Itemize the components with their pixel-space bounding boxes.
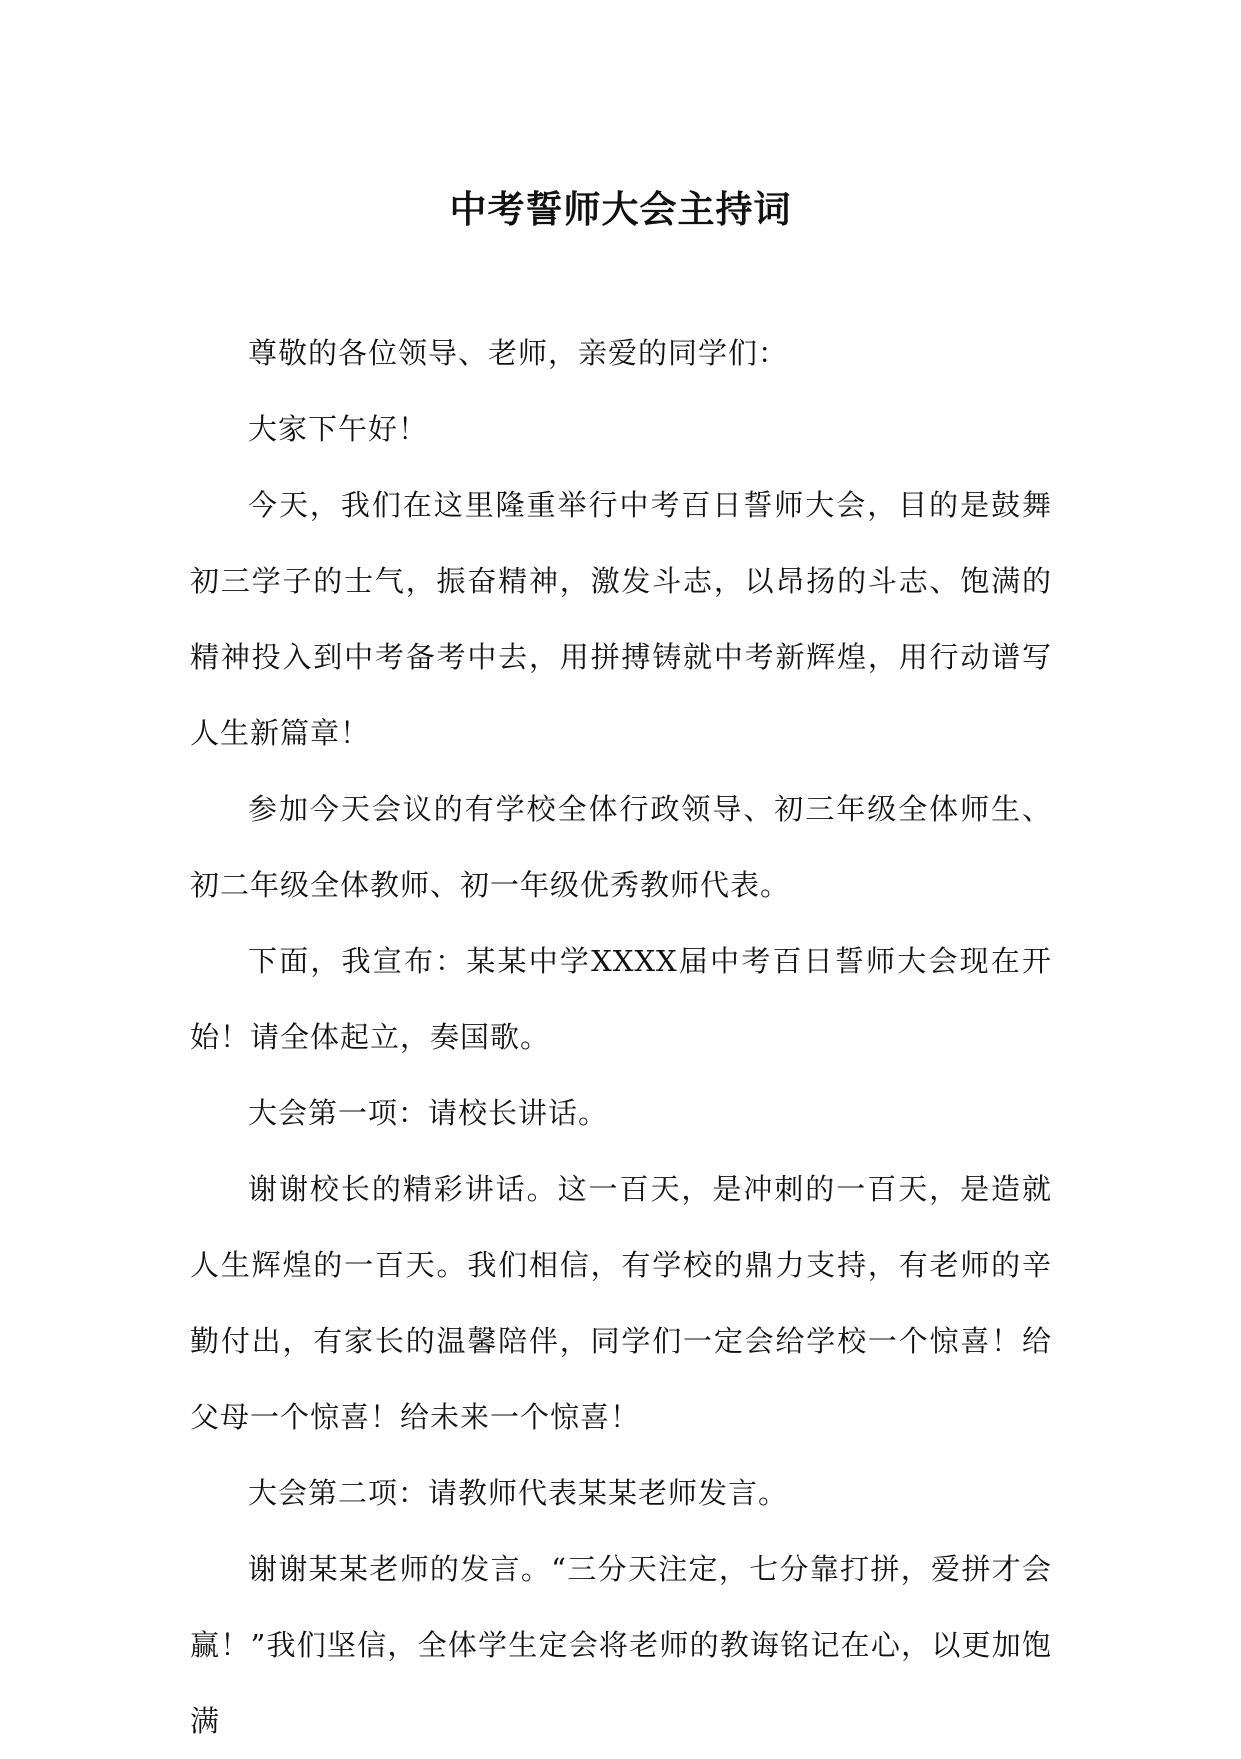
paragraph-thanks-teacher: 谢谢某某老师的发言。“三分天注定，七分靠打拼，爱拼才会赢！”我们坚信，全体学生定会将老师的教诲铭记在心，以更加饱满 xyxy=(190,1552,1052,1738)
document-body xyxy=(190,315,1052,1759)
paragraph-greeting: 尊敬的各位领导、老师，亲爱的同学们： xyxy=(248,336,789,370)
paragraph-thanks-principal: 谢谢校长的精彩讲话。这一百天，是冲刺的一百天，是造就人生辉煌的一百天。我们相信，有学校的鼎力支持，有老师的辛勤付出，有家长的温馨陪伴，同学们一定会给学校一个惊喜！给父母一个惊喜！给未来一个惊喜！ xyxy=(190,1172,1052,1434)
paragraph-good-afternoon: 大家下午好！ xyxy=(248,412,429,446)
document-title: 中考誓师大会主持词 xyxy=(449,187,792,231)
paragraph-attendees: 参加今天会议的有学校全体行政领导、初三年级全体师生、初二年级全体教师、初一年级优秀教师代表。 xyxy=(190,792,1052,902)
paragraph-announcement: 下面，我宣布：某某中学XXXX届中考百日誓师大会现在开始！请全体起立，奏国歌。 xyxy=(190,944,1052,1054)
paragraph-item-two: 大会第二项：请教师代表某某老师发言。 xyxy=(248,1476,789,1510)
paragraph-item-one: 大会第一项：请校长讲话。 xyxy=(248,1096,609,1130)
paragraph-purpose: 今天，我们在这里隆重举行中考百日誓师大会，目的是鼓舞初三学子的士气，振奋精神，激发斗志，以昂扬的斗志、饱满的精神投入到中考备考中去，用拼搏铸就中考新辉煌，用行动谱写人生新篇章！ xyxy=(190,488,1052,750)
